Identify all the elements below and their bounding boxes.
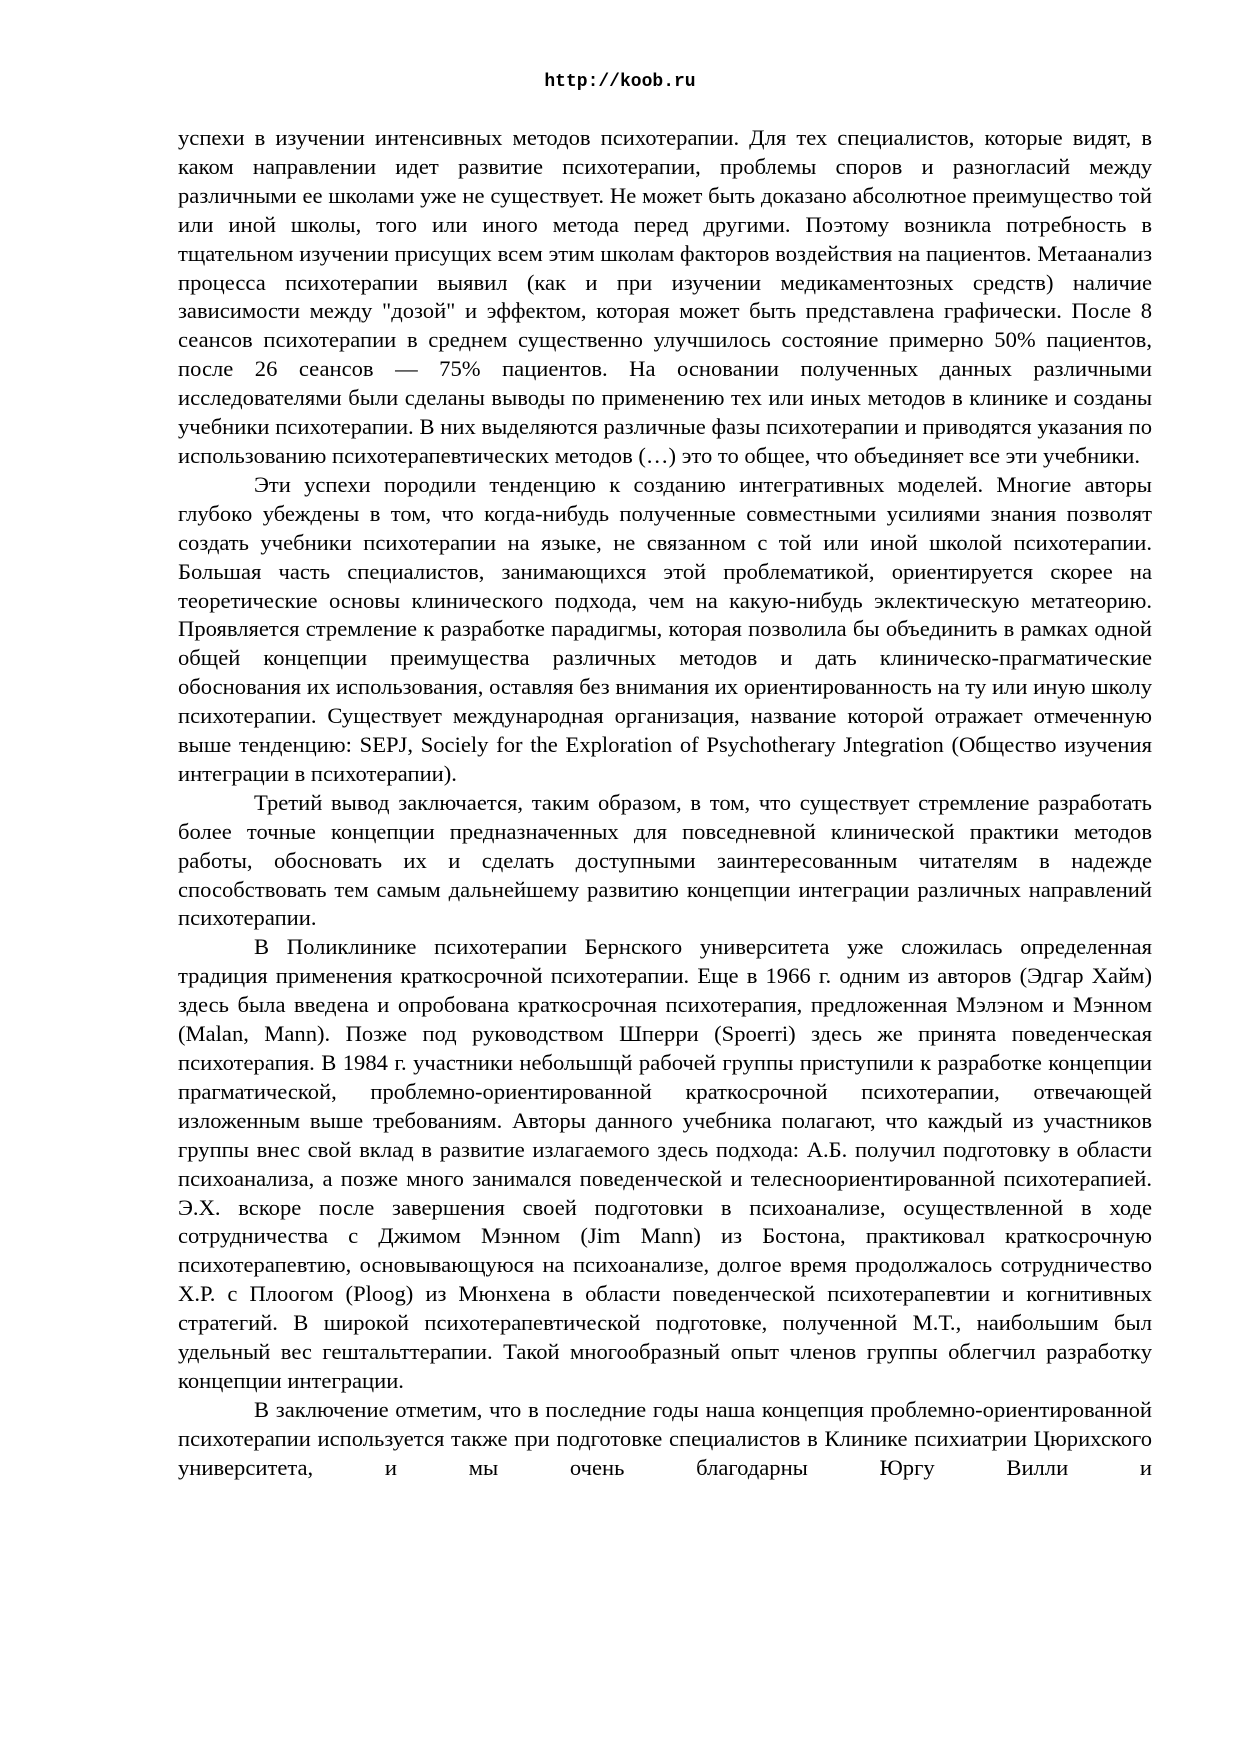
- page-header-url[interactable]: http://koob.ru: [544, 72, 696, 92]
- paragraph-2: Эти успехи породили тенденцию к созданию интегративных моделей. Многие авторы глубоко убеждены в том, что когда-нибудь полученные совместными усилиями знания позволят создать учебники психотерапии на языке, не связанном с той или иной школой психотерапии. Большая часть специалистов, занимающихся этой проблематикой, ориентируется скорее на теоретические основы клинического подхода, чем на какую-нибудь эклектическую метатеорию. Проявляется стремление к разработке парадигмы, которая позволила бы объединить в рамках одной общей концепции преимущества различных методов и дать клиническо-прагматические обоснования их использования, оставляя без внимания их ориентированность на ту или иную школу психотерапии. Существует международная организация, название которой отражает отмеченную выше тенденцию: SEPJ, Sociely for the Exploration of Psychotherary Jntegration (Общество изучения интеграции в психотерапии).: [178, 471, 1152, 786]
- document-body: [178, 124, 1152, 1483]
- paragraph-3: Третий вывод заключается, таким образом, в том, что существует стремление разработать более точные концепции предназначенных для повседневной клинической практики методов работы, обосновать их и сделать доступными заинтересованным читателям в надежде способствовать тем самым дальнейшему развитию концепции интеграции различных направлений психотерапии.: [178, 789, 1152, 931]
- paragraph-5: В заключение отметим, что в последние годы наша концепция проблемно-ориентированной психотерапии используется также при подготовке специалистов в Клинике психиатрии Цюрихского университета, и мы очень благодарны Юргу Вилли и: [178, 1396, 1152, 1480]
- paragraph-1: успехи в изучении интенсивных методов психотерапии. Для тех специалистов, которые видят, в каком направлении идет развитие психотерапии, проблемы споров и разногласий между различными ее школами уже не существует. Не может быть доказано абсолютное преимущество той или иной школы, того или иного метода перед другими. Поэтому возникла потребность в тщательном изучении присущих всем этим школам факторов воздействия на пациентов. Метаанализ процесса психотерапии выявил (как и при изучении медикаментозных средств) наличие зависимости между "дозой" и эффектом, которая может быть представлена графически. После 8 сеансов психотерапии в среднем существенно улучшилось состояние примерно 50% пациентов, после 26 сеансов — 75% пациентов. На основании полученных данных различными исследователями были сделаны выводы по применению тех или иных методов в клинике и созданы учебники психотерапии. В них выделяются различные фазы психотерапии и приводятся указания по использованию психотерапевтических методов (…) это то общее, что объединяет все эти учебники.: [178, 125, 1152, 468]
- paragraph-4: В Поликлинике психотерапии Бернского университета уже сложилась определенная традиция применения краткосрочной психотерапии. Еще в 1966 г. одним из авторов (Эдгар Хайм) здесь была введена и опробована краткосрочная психотерапия, предложенная Мэлэном и Мэнном (Malan, Mann). Позже под руководством Шперри (Spoerri) здесь же принята поведенческая психотерапия. В 1984 г. участники небольшщй рабочей группы приступили к разработке концепции прагматической, проблемно-ориентированной краткосрочной психотерапии, отвечающей изложенным выше требованиям. Авторы данного учебника полагают, что каждый из участников группы внес свой вклад в развитие излагаемого здесь подхода: А.Б. получил подготовку в области психоанализа, а позже много занимался поведенческой и телесноориентированной психотерапией. Э.Х. вскоре после завершения своей подготовки в психоанализе, осуществленной в ходе сотрудничества с Джимом Мэнном (Jim Mann) из Бостона, практиковал краткосрочную психотерапевтию, основывающуюся на психоанализе, долгое время продолжалось сотрудничество Х.Р. с Плоогом (Ploog) из Мюнхена в области поведенческой психотерапевтии и когнитивных стратегий. В широкой психотерапевтической подготовке, полученной М.Т., наибольшим был удельный вес гештальттерапии. Такой многообразный опыт членов группы облегчил разработку концепции интеграции.: [178, 934, 1152, 1393]
